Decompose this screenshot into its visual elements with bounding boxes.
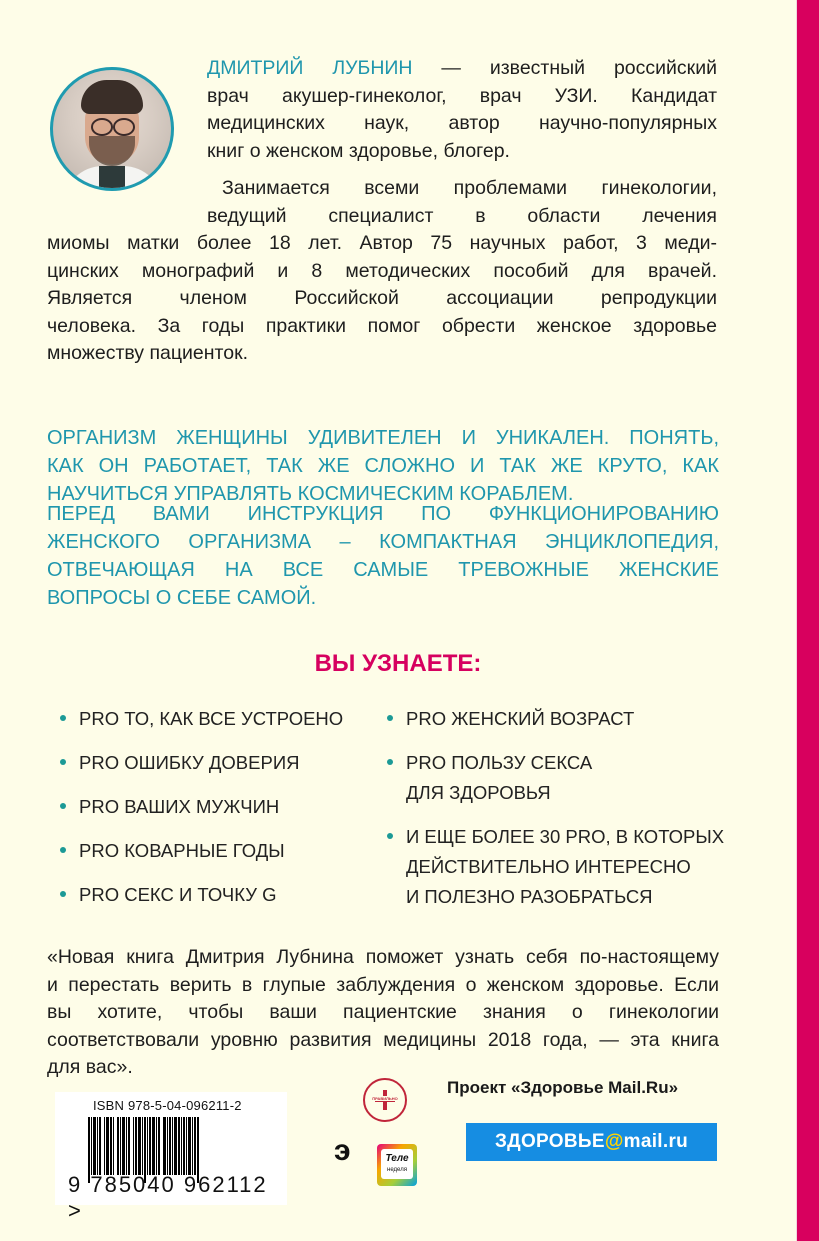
learn-item — [58, 748, 343, 778]
learn-item — [58, 836, 343, 866]
bullet-dot-icon — [60, 759, 66, 765]
project-label: Проект «Здоровье Mail.Ru» — [447, 1078, 679, 1097]
isbn-label: ISBN 978-5-04-096211-2 — [93, 1098, 242, 1113]
learn-item — [58, 792, 343, 822]
career-line: миомы матки более 18 лет. Автор 75 научных работ, 3 меди- — [47, 232, 717, 254]
career-line: человека. За годы практики помог обрести женское здоровье — [47, 314, 717, 337]
quote-block — [47, 944, 719, 1082]
learn-item-text: PRO ОШИБКУ ДОВЕРИЯ — [79, 752, 300, 773]
barcode-digits: 9 785040 962112 > — [68, 1172, 268, 1223]
learn-list-right — [385, 704, 724, 926]
learn-item-text: PRO КОВАРНЫЕ ГОДЫ — [79, 840, 285, 861]
bio-line: врач акушер-гинеколог, врач УЗИ. Кандидат — [207, 84, 717, 107]
learn-item — [385, 822, 724, 912]
bio-text: — известный российский — [412, 57, 717, 79]
quote-line: «Новая книга Дмитрия Лубнина поможет узнать себя по-настоящему — [47, 946, 719, 968]
learn-list-left — [58, 704, 343, 924]
career-line: цинских монографий и 8 методических пособий для врачей. — [47, 259, 717, 282]
learn-item — [58, 704, 343, 734]
intro-paragraph-1 — [47, 424, 719, 508]
quote-line: для вас». — [47, 1056, 133, 1078]
mailru-left: ЗДОРОВЬЕ — [494, 1131, 605, 1152]
bullet-dot-icon — [60, 715, 66, 721]
intro-line: ЖЕНСКОГО ОРГАНИЗМА – КОМПАКТНАЯ ЭНЦИКЛОПЕДИЯ, — [47, 531, 719, 553]
intro-line: ОТВЕЧАЮЩАЯ НА ВСЕ САМЫЕ ТРЕВОЖНЫЕ ЖЕНСКИЕ — [47, 559, 719, 581]
photo-beard — [89, 136, 135, 166]
bullet-dot-icon — [387, 715, 393, 721]
tele-nedelya-logo — [377, 1144, 417, 1186]
barcode-icon — [88, 1117, 268, 1175]
stamp-icon — [363, 1078, 407, 1122]
bullet-dot-icon — [387, 759, 393, 765]
quote-line: соответствовали уровню развития медицины 2018 года, — эта книга — [47, 1028, 719, 1051]
learn-item-text: PRO ВАШИХ МУЖЧИН — [79, 796, 280, 817]
author-bio — [207, 55, 717, 165]
author-career — [47, 175, 717, 368]
learn-item — [385, 704, 724, 734]
intro-line: КАК ОН РАБОТАЕТ, ТАК ЖЕ СЛОЖНО И ТАК ЖЕ КРУТО, КАК — [47, 455, 719, 477]
author-name: ДМИТРИЙ ЛУБНИН — [207, 57, 413, 79]
tele-logo-subtext: неделя — [387, 1167, 407, 1173]
intro-paragraph-2 — [47, 500, 719, 612]
spine-stripe — [796, 0, 819, 1241]
tele-logo-text: Теле — [385, 1153, 409, 1164]
learn-item-text: ДЕЙСТВИТЕЛЬНО ИНТЕРЕСНО — [406, 856, 691, 877]
career-line: Занимается всеми проблемами гинекологии, — [222, 177, 717, 199]
learn-item-text: PRO СЕКС И ТОЧКУ G — [79, 884, 277, 905]
stamp-label: ПРАВИЛЬНО — [369, 1096, 401, 1101]
isbn-barcode — [55, 1092, 287, 1223]
learn-item-text: PRO ЖЕНСКИЙ ВОЗРАСТ — [406, 708, 635, 729]
mailru-logo — [466, 1123, 717, 1161]
at-icon: @ — [604, 1131, 624, 1152]
quote-line: вы хотите, чтобы ваши пациентские знания о гинекологии — [47, 1001, 719, 1023]
bullet-dot-icon — [60, 891, 66, 897]
learn-heading: ВЫ УЗНАЕТЕ: — [314, 650, 482, 677]
career-line: Является членом Российской ассоциации репродукции — [47, 287, 717, 309]
intro-line: ПЕРЕД ВАМИ ИНСТРУКЦИЯ ПО ФУНКЦИОНИРОВАНИЮ — [47, 503, 719, 525]
learn-item-text: ДЛЯ ЗДОРОВЬЯ — [406, 782, 551, 803]
quote-line: и перестать верить в глупые заблуждения о женском здоровье. Если — [47, 973, 719, 996]
bio-line: медицинских наук, автор научно-популярных — [207, 112, 717, 134]
bullet-dot-icon — [60, 847, 66, 853]
photo-glasses-right — [113, 118, 135, 136]
career-line: множеству пациенток. — [47, 342, 249, 364]
career-line: ведущий специалист в области лечения — [207, 204, 717, 227]
intro-line: ВОПРОСЫ О СЕБЕ САМОЙ. — [47, 587, 317, 609]
learn-item-text: И ПОЛЕЗНО РАЗОБРАТЬСЯ — [406, 886, 653, 907]
mailru-right: mail.ru — [623, 1131, 689, 1152]
learn-item — [385, 748, 724, 808]
learn-item — [58, 880, 343, 910]
publisher-logo-icon: э — [334, 1134, 351, 1167]
learn-item-text: PRO ТО, КАК ВСЕ УСТРОЕНО — [79, 708, 344, 729]
intro-line: НАУЧИТЬСЯ УПРАВЛЯТЬ КОСМИЧЕСКИМ КОРАБЛЕМ. — [47, 483, 574, 505]
photo-hair — [81, 80, 143, 114]
author-photo — [50, 67, 174, 191]
bullet-dot-icon — [60, 803, 66, 809]
learn-item-text: PRO ПОЛЬЗУ СЕКСА — [406, 752, 593, 773]
intro-line: ОРГАНИЗМ ЖЕНЩИНЫ УДИВИТЕЛЕН И УНИКАЛЕН. ПОНЯТЬ, — [47, 427, 719, 449]
bullet-dot-icon — [387, 833, 393, 839]
photo-glasses-left — [91, 118, 113, 136]
bio-line: книг о женском здоровье, блогер. — [207, 139, 510, 162]
learn-item-text: И ЕЩЕ БОЛЕЕ 30 PRO, В КОТОРЫХ — [406, 826, 725, 847]
